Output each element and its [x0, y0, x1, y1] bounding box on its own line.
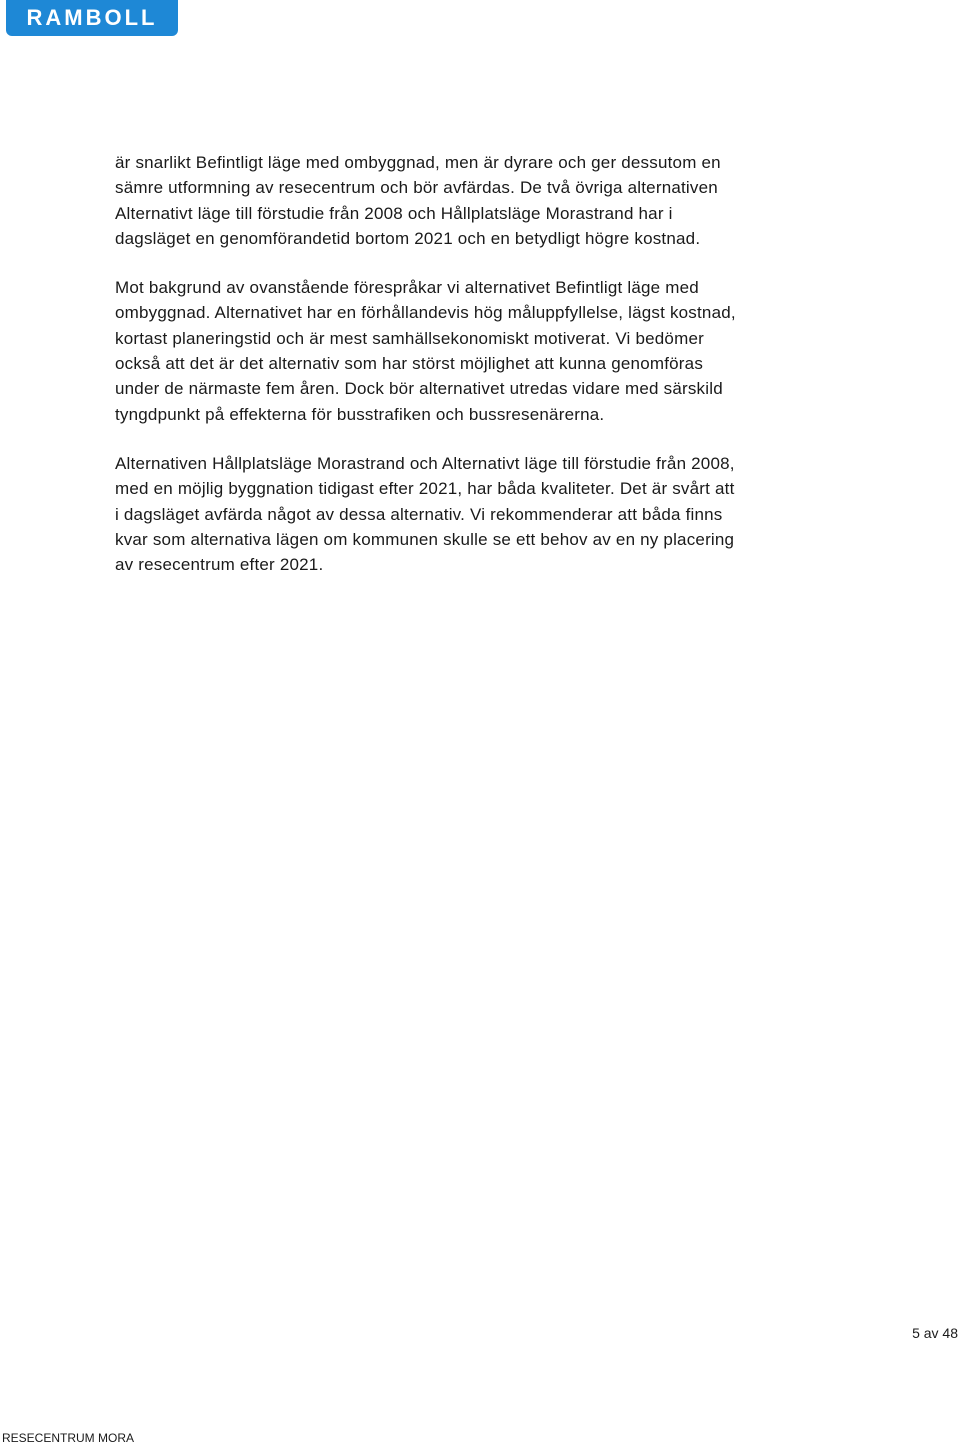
text-line: med en möjlig byggnation tidigast efter 2021, har båda kvaliteter. Det är svårt att	[115, 479, 735, 499]
text-line: ombyggnad. Alternativet har en förhållandevis hög måluppfyllelse, lägst kostnad,	[115, 303, 736, 323]
ramboll-logo	[6, 0, 178, 36]
page-number: 5 av 48	[912, 1325, 958, 1341]
text-line: också att det är det alternativ som har störst möjlighet att kunna genomföras	[115, 354, 704, 374]
text-line: under de närmaste fem åren. Dock bör alternativet utredas vidare med särskild	[115, 379, 723, 399]
text-line: Alternativen Hållplatsläge Morastrand och Alternativt läge till förstudie från 2008,	[115, 453, 735, 473]
text-line: sämre utformning av resecentrum och bör avfärdas. De två övriga alternativen	[115, 178, 718, 198]
text-line: dagsläget en genomförandetid bortom 2021 och en betydligt högre kostnad.	[115, 228, 701, 248]
paragraph	[115, 150, 845, 251]
text-line: Mot bakgrund av ovanstående förespråkar vi alternativet Befintligt läge med	[115, 278, 699, 298]
footer-document-title: RESECENTRUM MORA	[2, 1431, 135, 1445]
paragraph	[115, 451, 845, 577]
logo-text: RAMBOLL	[26, 5, 158, 30]
text-line: i dagsläget avfärda något av dessa alternativ. Vi rekommenderar att båda finns	[115, 504, 723, 524]
text-line: av resecentrum efter 2021.	[115, 555, 324, 575]
document-body	[115, 150, 845, 601]
text-line: kortast planeringstid och är mest samhällsekonomiskt motiverat. Vi bedömer	[115, 328, 704, 348]
text-line: är snarlikt Befintligt läge med ombyggnad, men är dyrare och ger dessutom en	[115, 153, 721, 172]
paragraph	[115, 275, 845, 427]
text-line: kvar som alternativa lägen om kommunen skulle se ett behov av en ny placering	[115, 529, 735, 549]
text-line: tyngdpunkt på effekterna för busstrafiken och bussresenärerna.	[115, 404, 605, 424]
text-line: Alternativt läge till förstudie från 2008 och Hållplatsläge Morastrand har i	[115, 203, 673, 223]
